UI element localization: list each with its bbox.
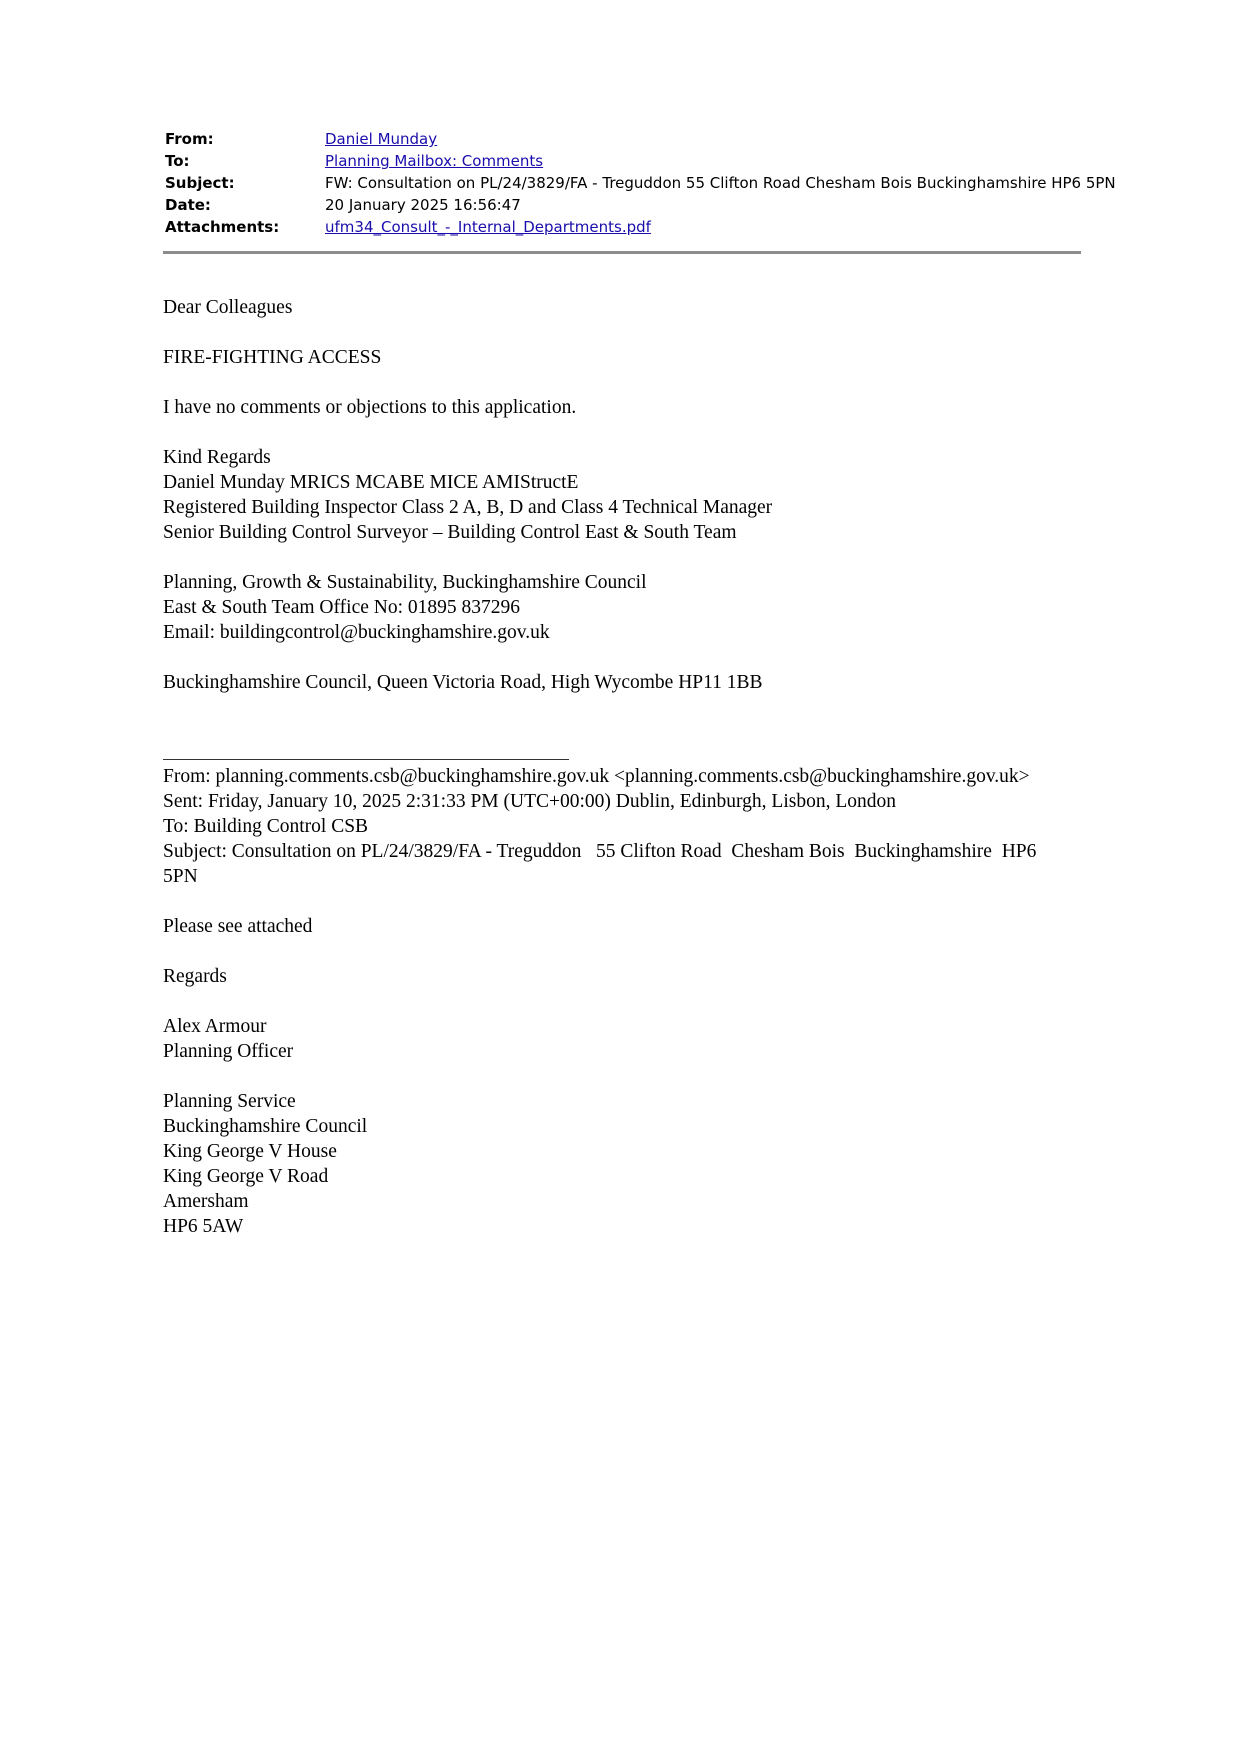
address-line: Amersham — [163, 1191, 249, 1212]
header-from-row — [165, 128, 1085, 150]
signature-role: Registered Building Inspector Class 2 A, B, D and Class 4 Technical Manager — [163, 497, 773, 518]
spacer — [163, 420, 1093, 445]
header-subject-label: Subject: — [165, 174, 235, 192]
forwarded-signoff: Regards — [163, 966, 227, 987]
forwarded-sender-name: Alex Armour — [163, 1016, 267, 1037]
attachment-link[interactable]: ufm34_Consult_-_Internal_Departments.pdf — [325, 218, 651, 236]
spacer — [163, 695, 1093, 720]
forwarded-from: From: planning.comments.csb@buckinghamshire.gov.uk <planning.comments.csb@buckinghamshire.gov.uk> — [163, 766, 1030, 787]
header-subject-row — [165, 172, 1116, 194]
forward-separator — [163, 759, 569, 760]
header-subject-value: FW: Consultation on PL/24/3829/FA - Treguddon 55 Clifton Road Chesham Bois Buckinghamshire HP6 5PN — [325, 174, 1116, 192]
header-from-label: From: — [165, 130, 214, 148]
greeting: Dear Colleagues — [163, 297, 293, 318]
spacer — [163, 645, 1093, 670]
spacer — [163, 370, 1093, 395]
address-line: King George V Road — [163, 1166, 329, 1187]
forwarded-sent: Sent: Friday, January 10, 2025 2:31:33 PM (UTC+00:00) Dublin, Edinburgh, Lisbon, London — [163, 791, 897, 812]
header-attachments-row — [165, 216, 1085, 238]
header-divider — [163, 251, 1081, 254]
forwarded-message: Please see attached — [163, 916, 313, 937]
forwarded-sender-title: Planning Officer — [163, 1041, 294, 1062]
signature-address: Buckinghamshire Council, Queen Victoria Road, High Wycombe HP11 1BB — [163, 672, 763, 693]
sender-link[interactable]: Daniel Munday — [325, 130, 438, 148]
address-line: King George V House — [163, 1141, 337, 1162]
section-heading: FIRE-FIGHTING ACCESS — [163, 347, 382, 368]
spacer — [163, 939, 1093, 964]
address-line: HP6 5AW — [163, 1216, 244, 1237]
forwarded-subject: Subject: Consultation on PL/24/3829/FA - Treguddon 55 Clifton Road Chesham Bois Buckinghamshire HP6 — [163, 841, 1037, 862]
spacer — [163, 1064, 1093, 1089]
spacer — [163, 720, 1093, 745]
header-to-row — [165, 150, 1085, 172]
address-line: Planning Service — [163, 1091, 296, 1112]
spacer — [163, 989, 1093, 1014]
address-line: Buckinghamshire Council — [163, 1116, 368, 1137]
forwarded-subject-continued: 5PN — [163, 866, 198, 887]
spacer — [163, 545, 1093, 570]
forwarded-to: To: Building Control CSB — [163, 816, 369, 837]
header-to-label: To: — [165, 152, 190, 170]
spacer — [163, 889, 1093, 914]
email-body — [163, 295, 1093, 1239]
header-date-row — [165, 194, 1085, 216]
signature-name: Daniel Munday MRICS MCABE MICE AMIStructE — [163, 472, 579, 493]
signature-department: Planning, Growth & Sustainability, Buckinghamshire Council — [163, 572, 647, 593]
statement: I have no comments or objections to this application. — [163, 397, 577, 418]
spacer — [163, 320, 1093, 345]
email-header — [165, 128, 1116, 238]
header-date-value: 20 January 2025 16:56:47 — [325, 196, 521, 214]
signature-phone: East & South Team Office No: 01895 837296 — [163, 597, 520, 618]
signature-email: Email: buildingcontrol@buckinghamshire.gov.uk — [163, 622, 550, 643]
signoff: Kind Regards — [163, 447, 271, 468]
header-date-label: Date: — [165, 196, 211, 214]
recipient-link[interactable]: Planning Mailbox: Comments — [325, 152, 544, 170]
header-attachments-label: Attachments: — [165, 218, 280, 236]
signature-role: Senior Building Control Surveyor – Building Control East & South Team — [163, 522, 737, 543]
